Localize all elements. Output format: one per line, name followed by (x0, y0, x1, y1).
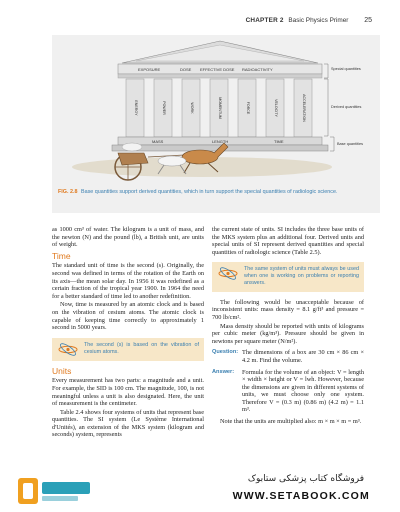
base-time: TIME (274, 139, 284, 144)
left-paragraph-3: Now, time is measured by an atomic clock and is based on the vibration of cesium atoms. The atomic clock is capable of keeping time correctly to approximately 1 second in 5000 years. (52, 301, 204, 332)
heading-time: Time (52, 250, 71, 261)
right-column (212, 226, 364, 427)
running-header (246, 17, 372, 24)
frieze-dose: DOSE (180, 67, 192, 72)
left-paragraph-4: Every measurement has two parts: a magnitude and a unit. For example, the SID is 100 cm. The magnitude, 100, is not meaningful unless a unit is also designated. Here, the unit of measurement is the centimeter. (52, 377, 204, 408)
figure-caption-text: Base quantities support derived quantities, which in turn support the special quantities of radiologic science. (80, 189, 338, 195)
page-number: 25 (364, 17, 372, 24)
callout-second-text: The second (s) is based on the vibration of cesium atoms. (84, 341, 199, 355)
atom-note-icon (57, 343, 79, 356)
temple-illustration (52, 35, 380, 213)
column-label-energy: ENERGY (134, 100, 138, 116)
left-paragraph-1: as 1000 cm³ of water. The kilogram is a unit of mass, and the newton (N) and the pound (lb), a British unit, are units of weight. (52, 226, 204, 249)
column-label-momentum: MOMENTUM (218, 97, 222, 119)
column-label-acceleration: ACCELERATION (302, 94, 306, 122)
horse-1 (182, 150, 218, 164)
question-label: Question: (212, 349, 239, 356)
column-label-power: POWER (162, 101, 166, 115)
callout-units (212, 262, 364, 291)
frieze-exposure: EXPOSURE (138, 67, 161, 72)
heading-units: Units (52, 365, 72, 376)
right-paragraph-1: the current state of units. SI includes the three base units of the MKS system plus an additional four. Derived units and special units of SI represent derived quantities and special quantities of radiologic science (Table 2.5). (212, 226, 364, 256)
answer-label: Answer: (212, 368, 235, 375)
atom-note-icon (217, 267, 239, 280)
callout-units-text: The same system of units must always be used when one is working on problems or reporting answers. (244, 266, 359, 286)
right-paragraph-2: The following would be unacceptable because of inconsistent units: mass density = 8.1 g/ft³ and pressure = 700 lb/cm². (212, 298, 364, 321)
horse-2 (158, 156, 186, 166)
left-column (52, 226, 204, 440)
figure-caption (58, 189, 358, 196)
right-paragraph-4: Note that the units are multiplied also: m × m × m = m³. (220, 418, 362, 426)
column-label-force: FORCE (246, 101, 250, 115)
callout-second (52, 338, 204, 361)
watermark-url: WWW.SETABOOK.COM (232, 490, 370, 502)
watermark-persian: فروشگاه کتاب پزشکی ستابوک (247, 474, 364, 484)
setabook-logo (18, 476, 94, 506)
figure-panel (52, 35, 380, 213)
question-block (212, 349, 364, 364)
left-paragraph-5: Table 2.4 shows four systems of units that represent base quantities. The SI system (Le Système International d'Unités), an extension of the MKS system (kilogram and seconds) system, represents (52, 408, 204, 439)
frieze-effective-dose: EFFECTIVE DOSE (200, 67, 235, 72)
question-text: The dimensions of a box are 30 cm × 86 cm × 4.2 m. Find the volume. (242, 349, 364, 364)
answer-text: Formula for the volume of an object: V = length × width × height or V = lwh. However, because the dimensions are given in different systems of units, we must choose only one system. Therefore V = (0.3 m) (0.86 m) (4.2 m) = 1.1 m³. (242, 368, 364, 414)
section-title: Basic Physics Primer (288, 17, 349, 24)
left-paragraph-2: The standard unit of time is the second (s). Originally, the second was defined in terms of the rotation of the Earth on its axis—the mean solar day. In 1956 it was redefined as a certain fraction of the tropical year 1900. In 1964 the need for a better standard of time led to another redefinition. (52, 262, 204, 300)
label-base: Base quantities (337, 142, 363, 146)
right-paragraph-3: Mass density should be reported with units of kilograms per cubic meter (kg/m³). Pressure should be given in newtons per square meter (N/m²). (212, 322, 364, 345)
chapter-label: CHAPTER 2 (245, 17, 284, 24)
answer-block (212, 369, 364, 415)
label-special: Special quantities (331, 67, 361, 71)
frieze-radioactivity: RADIOACTIVITY (242, 67, 273, 72)
column-label-work: WORK (190, 102, 194, 114)
column-label-velocity: VELOCITY (274, 99, 278, 117)
label-derived: Derived quantities (331, 105, 362, 109)
base-mass: MASS (152, 139, 164, 144)
base-length: LENGTH (212, 139, 229, 144)
figure-label: FIG. 2.8 (58, 189, 78, 195)
